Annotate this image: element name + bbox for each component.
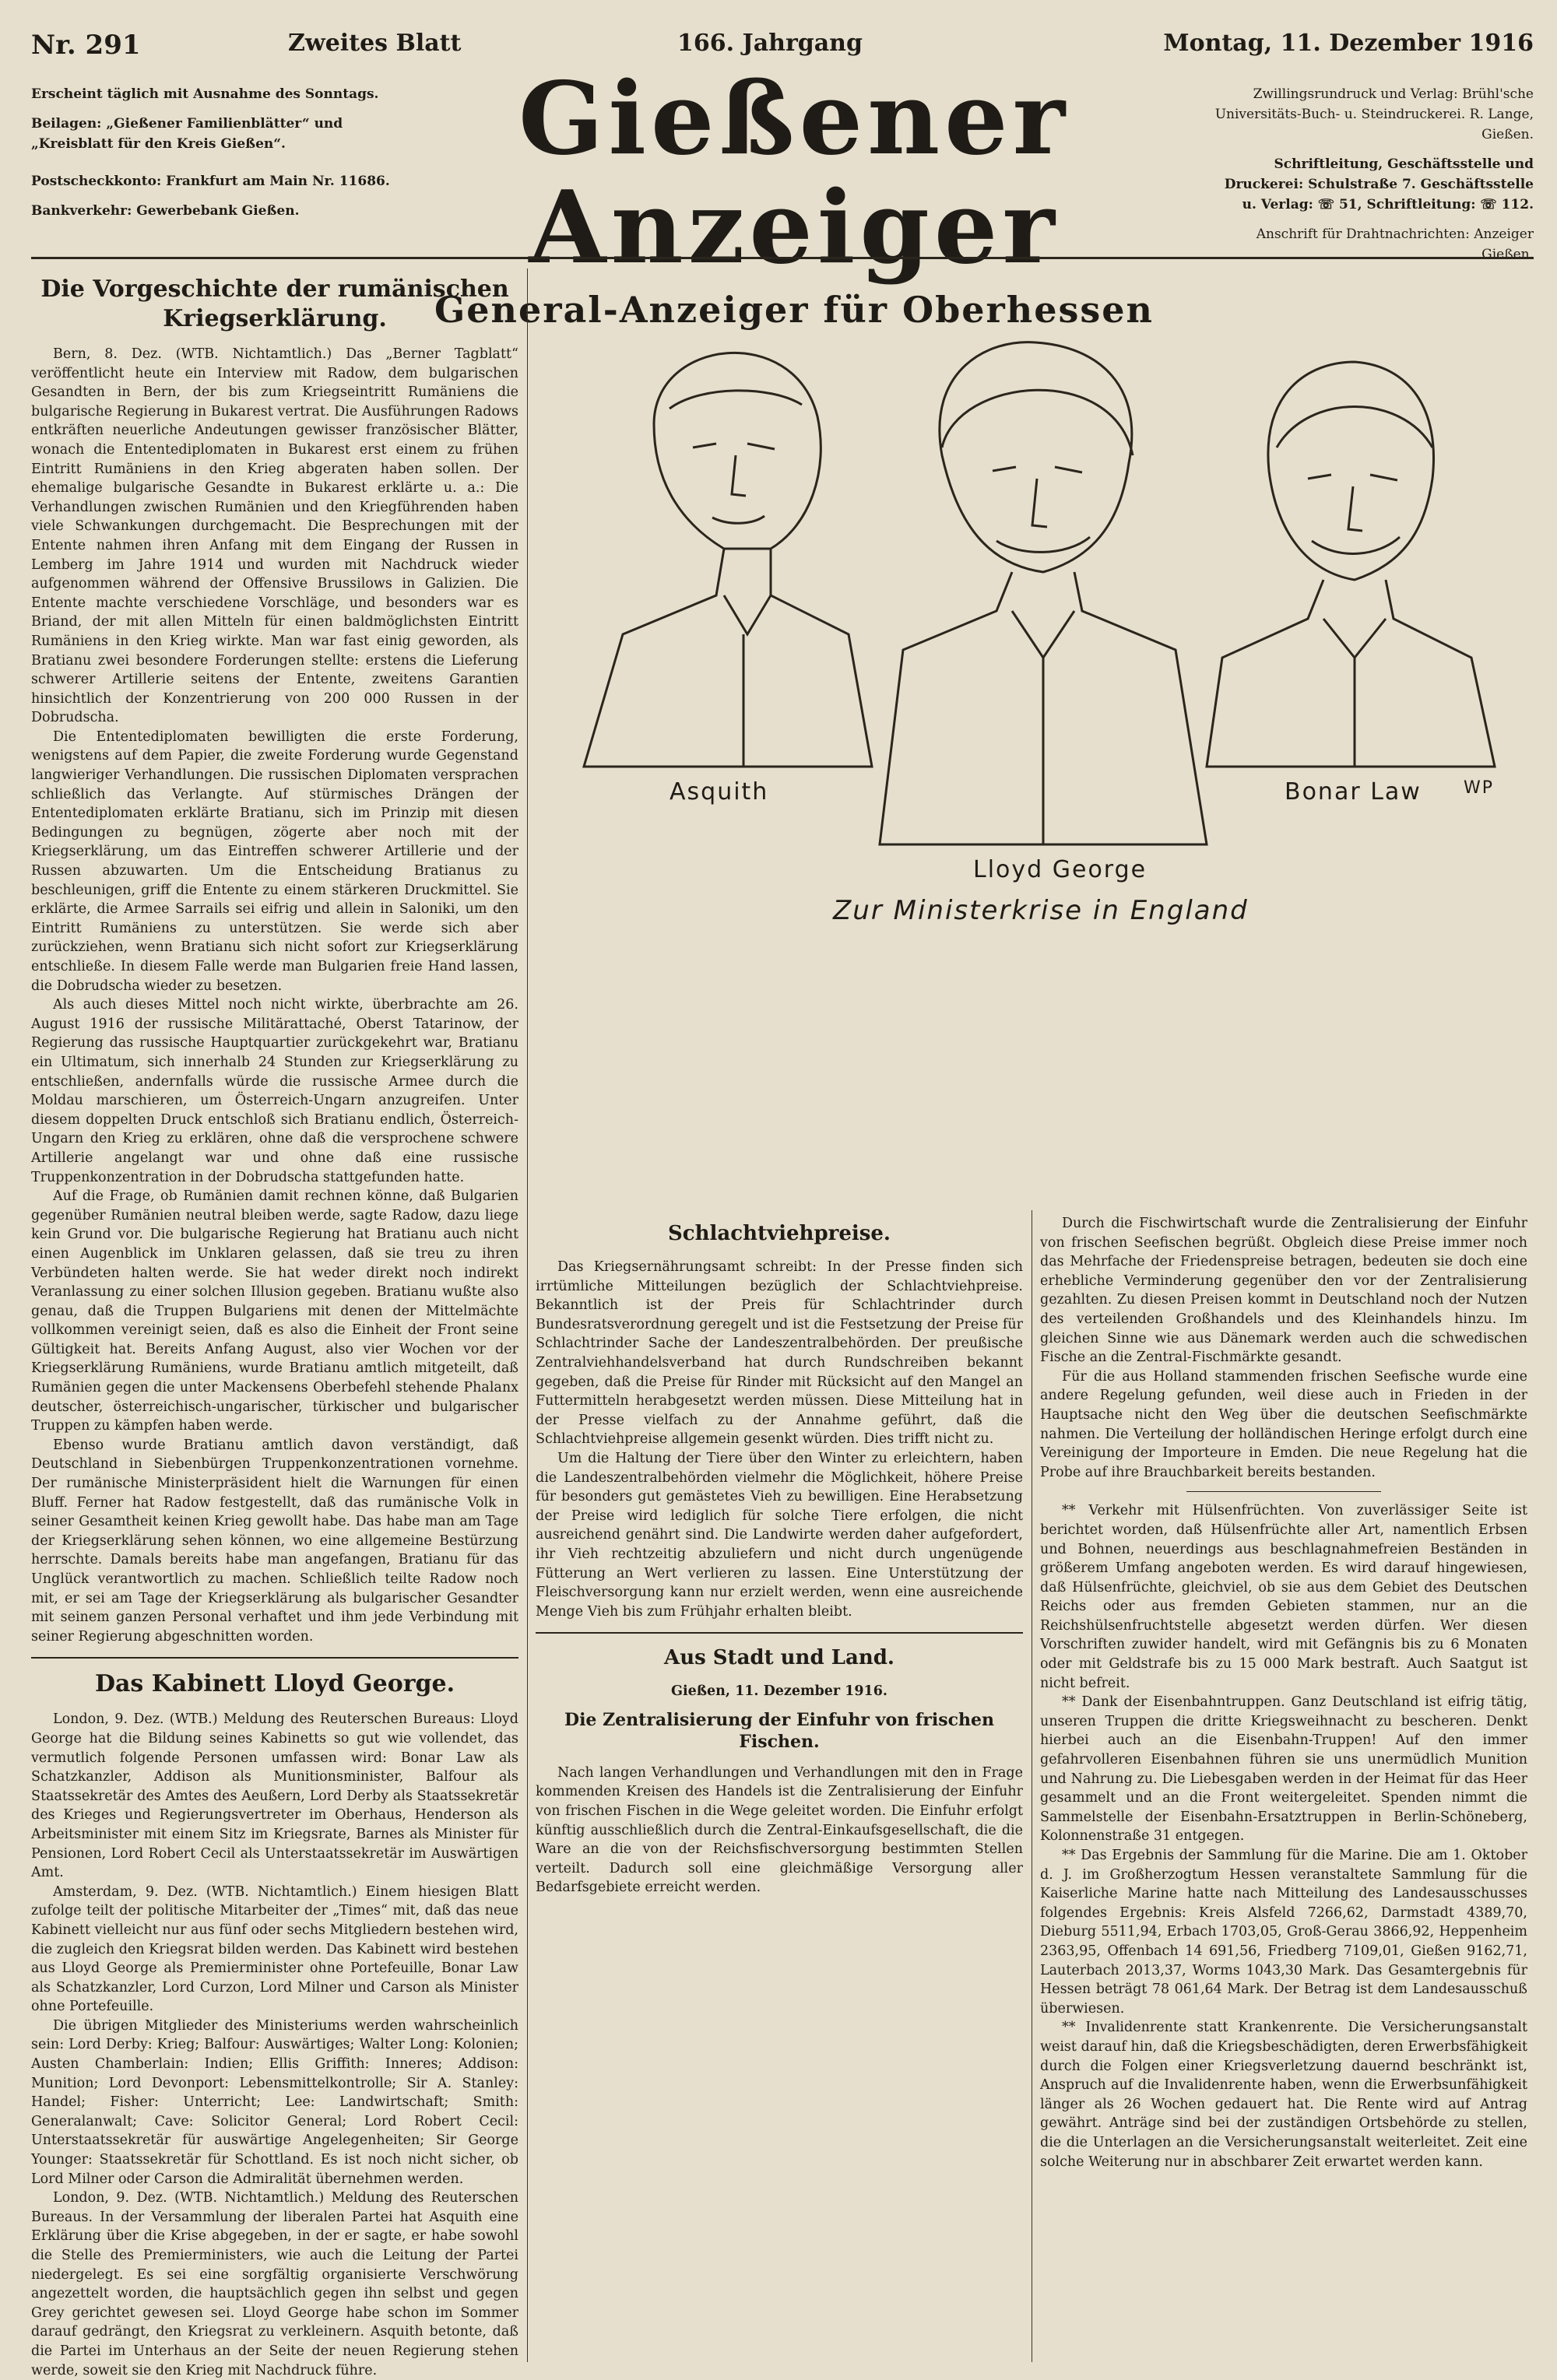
article-headline: Das Kabinett Lloyd George. (94, 1670, 455, 1698)
office-info: Schriftleitung, Geschäftsstelle und Druckerei: Schulstraße 7. Geschäftsstelle u. Verlag: ☏ 51, Schriftleitung: ☏ 112. (1224, 156, 1534, 212)
section-headline: Aus Stadt und Land. (664, 1646, 894, 1670)
article-headline: Die Zentralisierung der Einfuhr von frischen Fischen. (564, 1709, 994, 1752)
article-paragraph: Bern, 8. Dez. (WTB. Nichtamtlich.) Das „Berner Tagblatt“ veröffentlicht heute ein Interview mit Radow, dem bulgarischen Gesandten in Bern, der bis zum Kriegseintritt Rumäniens die bulgarische Regierung in Bukarest vertrat. Die Ausführungen Radows entkräften neuerliche Andeutungen gewisser französischer Blätter, wonach die Ententediplomaten in Bukarest erst einem zu frühen Eintritt Rumäniens in den Krieg abgeraten haben sollen. Der ehemalige bulgarische Gesandte in Bukarest erklärte u. a.: Die Verhandlungen zwischen Rumänien und den Kriegführenden haben viele Schwankungen durchgemacht. Die Besprechungen mit der Entente nahmen ihren Anfang mit dem Eingang der Russen in Lemberg im Jahre 1914 und wurden mit Nachdruck wieder aufgenommen während der Offensive Brussilows in Galizien. Die Entente machte verschiedene Vorschläge, und besonders war es Briand, der mit allen Mitteln für einen baldmöglichsten Eintritt Rumäniens in den Krieg wirkte. Man war fast einig geworden, als Bratianu zwei besondere Forderungen stellte: erstens die Lieferung schwerer Artillerie seitens der Entente, zweitens Garantien hinsichtlich der Konzentrierung von 200 000 Russen in der Dobrudscha. (31, 346, 518, 726)
article-headline: Die Vorgeschichte der rumänischen Kriegserklärung. (40, 276, 509, 332)
illustration-caption: Zur Ministerkrise in England (833, 895, 1249, 926)
article-paragraph: Als auch dieses Mittel noch nicht wirkte, überbrachte am 26. August 1916 der russische Militärattaché, Oberst Tatarinow, der Regierung das russische Hauptquartier zurückgekehrt war, Bratianu ein Ultimatum, sich innerhalb 24 Stunden zur Kriegserklärung zu entschließen, andernfalls würde die russische Armee durch die Moldau marschieren, um Österreich-Ungarn anzugreifen. Unter diesem doppelten Druck entschloß sich Bratianu endlich, Österreich-Ungarn den Krieg zu erklären, ohne daß die versprochene schwere Artillerie angelangt war und ohne daß eine russische Truppenkonzentration in der Dobrudscha stattgefunden hatte. (31, 997, 518, 1185)
masthead-left-info (31, 84, 405, 230)
column-2 (536, 1214, 1023, 1897)
printer-info: Zwillingsrundruck und Verlag: Brühl'sche Universitäts-Buch- u. Steindruckerei. R. Lange, Gießen. (1214, 86, 1534, 142)
telegraph-address: Anschrift für Drahtnachrichten: Anzeiger Gießen. (1256, 226, 1534, 262)
supplements-note: Beilagen: „Gießener Familienblätter“ und „Kreisblatt für den Kreis Gießen“. (31, 116, 343, 152)
article-paragraph: Nach langen Verhandlungen und Verhandlungen mit den in Frage kommenden Kreisen des Handels ist die Zentralisierung der Einfuhr von frischen Fischen in die Wege geleitet worden. Die Einfuhr erfolgt künftig ausschließlich durch die Zentral-Einkaufsgesellschaft, die die Ware an die von der Reichsfischversorgung bestimmten Stellen verteilt. Dadurch soll eine gleichmäßige Versorgung aller Bedarfsgebiete erreicht werden. (536, 1764, 1023, 1896)
article-paragraph: Amsterdam, 9. Dez. (WTB. Nichtamtlich.) Einem hiesigen Blatt zufolge teilt der politische Mitarbeiter der „Times“ mit, daß das neue Kabinett vielleicht nur aus fünf oder sechs Mitgliedern bestehen wird, die zugleich den Kriegsrat bilden werden. Das Kabinett wird bestehen aus Lloyd George als Premierminister ohne Portefeuille, Bonar Law als Schatzkanzler, Lord Curzon, Lord Milner und Carson als Minister ohne Portefeuille. (31, 1883, 518, 2015)
portrait-name-bonar-law: Bonar Law (1285, 778, 1422, 806)
portrait-bonar-law (1207, 362, 1495, 767)
issue-number: Nr. 291 (31, 30, 141, 61)
newspaper-subtitle: General-Anzeiger für Oberhessen (434, 289, 1154, 331)
article-paragraph: Die übrigen Mitglieder des Ministeriums werden wahrscheinlich sein: Lord Derby: Krieg; Balfour: Auswärtiges; Walter Long: Kolonien; Austen Chamberlain: Indien; Ellis Griffith: Inneres; Addison: Munition; Lord Devonport: Lebensmittelkontrolle; Sir A. Stanley: Handel; Fisher: Unterricht; Lee: Landwirtschaft; Smith: Generalanwalt; Cave: Solicitor General; Lord Robert Cecil: Unterstaatssekretär für auswärtige Angelegenheiten; Sir George Younger: Staatssekretär für Schottland. Es ist noch nicht sicher, ob Lord Milner oder Carson die Admiralität übernehmen werden. (31, 2017, 518, 2187)
article-paragraph: Die Ententediplomaten bewilligten die erste Forderung, wenigstens auf dem Papier, die zweite Forderung wurde Gegenstand langwieriger Verhandlungen. Die russischen Diplomaten versprachen schließlich das Verlangte. Auf stürmisches Drängen der Ententediplomaten erklärte Bratianu, sich im Prinzip mit diesen Bedingungen zu begnügen, zögerte aber noch mit der Kriegserklärung, um das Eintreffen schwerer Artillerie und der Russen abzuwarten. Um die Entscheidung Bratianus zu beschleunigen, griff die Entente zu einem stärkeren Druckmittel. Sie erklärte, die Armee Sarrails sei eifrig und allein in Saloniki, um den Eintritt Rumäniens zu unterstützen. Sie werde sich aber zurückziehen, wenn Bratianu sich nicht sofort zur Kriegserklärung entschließe. In diesem Falle werde man Bulgarien freie Hand lassen, die Dobrudscha wieder zu besetzen. (31, 728, 518, 994)
article-paragraph: Durch die Fischwirtschaft wurde die Zentralisierung der Einfuhr von frischen Seefischen begrüßt. Obgleich diese Preise immer noch das Mehrfache der Friedenspreise betragen, bedeuten sie doch eine erhebliche Verminderung gegenüber den vor der Zentralisierung gezahlten. Zu diesen Preisen kommt in Deutschland noch der Nutzen des verteilenden Großhandels und des Kleinhandels hinzu. Im gleichen Sinne wie aus Dänemark werden auch die schwedischen Fische an die Zentral-Fischmärkte gesandt. (1040, 1216, 1527, 1366)
article-separator (1186, 1491, 1381, 1492)
article-paragraph: London, 9. Dez. (WTB.) Meldung des Reuterschen Bureaus: Lloyd George hat die Bildung seines Kabinetts so gut wie vollendet, das vermutlich folgende Personen umfassen wird: Bonar Law als Schatzkanzler, Addison als Munitionsminister, Balfour als Staatssekretär des Amtes des Aeußern, Lord Derby als Staatssekretär des Krieges und Regierungsvertreter im Oberhaus, Henderson als Arbeitsminister mit einem Sitz im Kriegsrate, Barnes als Minister für Pensionen, Lord Robert Cecil als Unterstaatssekretär im Auswärtigen Amt. (31, 1711, 518, 1881)
article-separator (31, 1657, 518, 1659)
article-paragraph: London, 9. Dez. (WTB. Nichtamtlich.) Meldung des Reuterschen Bureaus. In der Versammlung der liberalen Partei hat Asquith eine Erklärung über die Krise abgegeben, in der er sagte, er habe sowohl die Stelle des Premierministers, wie auch die Leitung der Partei niedergelegt. Es sei eine sorgfältig organisierte Verschwörung angezettelt worden, die hauptsächlich gegen ihn selbst und gegen Grey gerichtet gewesen sei. Lloyd George habe schon im Sommer darauf gedrängt, den Kriegsrat zu verkleinern. Asquith betonte, daß die Partei im Unterhaus an der Seite der neuen Regierung stehen werde, soweit sie den Krieg mit Nachdruck führe. (31, 2190, 518, 2378)
portrait-name-lloyd-george: Lloyd George (973, 856, 1148, 883)
article-headline: Schlachtviehpreise. (668, 1222, 891, 1245)
article-separator (536, 1632, 1023, 1634)
masthead-rule (31, 257, 1534, 259)
article-paragraph: ** Verkehr mit Hülsenfrüchten. Von zuverlässiger Seite ist berichtet worden, daß Hülsenfrüchte aller Art, namentlich Erbsen und Bohnen, neuerdings aus beschlagnahmefreien Beständen in größerem Umfang angeboten werden. Es wird darauf hingewiesen, daß Hülsenfrüchte, gleichviel, ob sie aus dem Gebiet des Deutschen Reichs oder aus fremden Gebieten stammen, nur an die Reichshülsenfruchtstelle abgesetzt werden dürfen. Wer diesen Vorschriften zuwider handelt, wird mit Gefängnis bis zu 6 Monaten oder mit Geldstrafe bis zu 15 000 Mark bestraft. Auch Saatgut ist nicht befreit. (1040, 1503, 1527, 1691)
issue-date: Montag, 11. Dezember 1916 (1163, 30, 1534, 57)
portrait-illustration (537, 269, 1526, 1195)
masthead-right-info (1207, 84, 1534, 274)
portrait-asquith (584, 353, 872, 767)
article-paragraph: ** Invalidenrente statt Krankenrente. Die Versicherungsanstalt weist darauf hin, daß die Kriegsbeschädigten, deren Erwerbsfähigkeit durch die Folgen einer Kriegsverletzung dauernd beschränkt ist, Anspruch auf die Invalidenrente haben, wenn die Erwerbsunfähigkeit länger als 26 Wochen gedauert hat. Die Rente wird auf Antrag gewährt. Anträge sind bei der zuständigen Ortsbehörde zu stellen, die die Unterlagen an die Versicherungsanstalt weiterleitet. Zeit eine solche Weiterung nur in abschbarer Zeit erwartet werden kann. (1040, 2020, 1527, 2170)
article-paragraph: Das Kriegsernährungsamt schreibt: In der Presse finden sich irrtümliche Mitteilungen bezüglich der Schlachtviehpreise. Bekanntlich ist der Preis für Schlachtrinder durch Bundesratsverordnung geregelt und ist die Festsetzung der Preise für Schlachtrinder Sache der Landeszentralbehörden. Der preußische Zentralviehhandelsverband hat durch Rundschreiben bekannt gegeben, daß die Preise für Rinder mit Rücksicht auf den Mangel an Futtermitteln herabgesetzt werden müssen. Diese Mitteilung hat in der Presse vielfach zu der Annahme geführt, daß die Schlachtviehpreise allgemein gesenkt würden. Dies trifft nicht zu. (536, 1259, 1023, 1448)
artist-signature: WP (1464, 778, 1495, 798)
postal-account: Postscheckkonto: Frankfurt am Main Nr. 11686. (31, 174, 390, 189)
article-paragraph: Ebenso wurde Bratianu amtlich davon verständigt, daß Deutschland in Siebenbürgen Truppenkonzentrationen vornehme. Der rumänische Ministerpräsident hielt die Warnungen für einen Bluff. Ferner hat Radow festgestellt, daß das rumänische Volk in seiner Gesamtheit keinen Krieg gewollt habe. Das habe man am Tage der Kriegserklärung sehen können, wo eine allgemeine Bestürzung herrschte. Damals bereits habe man angefangen, Bratianu für das Unglück verantwortlich zu machen. Schließlich teilte Radow noch mit, er sei am Tage der Kriegserklärung als bulgarischer Gesandter mit seinem ganzen Personal verhaftet und ihm jede Verbindung mit seiner Regierung abgeschnitten worden. (31, 1437, 518, 1645)
volume-label: 166. Jahrgang (677, 30, 863, 57)
article-paragraph: ** Das Ergebnis der Sammlung für die Marine. Die am 1. Oktober d. J. im Großherzogtum Hessen veranstaltete Sammlung für die Kaiserliche Marine hatte nach Mitteilung des Landesausschusses folgendes Ergebnis: Kreis Alsfeld 7266,62, Darmstadt 4389,70, Dieburg 5511,94, Erbach 1703,05, Groß-Gerau 3866,92, Heppenheim 2363,95, Offenbach 14 691,56, Friedberg 7109,01, Gießen 9162,71, Lauterbach 2013,37, Worms 1043,30 Mark. Das Gesamtergebnis für Hessen beträgt 78 061,64 Mark. Der Betrag ist dem Landesausschuß überwiesen. (1040, 1848, 1527, 2017)
portrait-drawing (537, 269, 1526, 1195)
article-paragraph: Um die Haltung der Tiere über den Winter zu erleichtern, haben die Landeszentralbehörden vielmehr die Möglichkeit, höhere Preise für besonders gut gemästetes Vieh zu bewilligen. Eine Herabsetzung der Preise wird lediglich für solche Tiere erfolgen, die nicht ausreichend genährt sind. Die Landwirte werden daher aufgefordert, ihr Vieh rechtzeitig abzuliefern und nicht durch ungenügende Fütterung an Wert verlieren zu lassen. Eine Unterstützung der Fleischversorgung kann nur erzielt werden, wenn eine ausreichende Menge Vieh bis zum Frühjahr erhalten bleibt. (536, 1450, 1023, 1620)
bank-note: Bankverkehr: Gewerbebank Gießen. (31, 203, 300, 219)
newspaper-title: Gießener Anzeiger (518, 61, 1070, 286)
portrait-lloyd-george (880, 342, 1207, 844)
portrait-name-asquith: Asquith (670, 778, 769, 806)
section-label: Zweites Blatt (288, 30, 462, 57)
publication-frequency: Erscheint täglich mit Ausnahme des Sonntags. (31, 86, 379, 102)
column-3 (1040, 1214, 1527, 2171)
section-dateline: Gießen, 11. Dezember 1916. (671, 1683, 887, 1700)
column-divider (527, 269, 528, 2362)
article-paragraph: ** Dank der Eisenbahntruppen. Ganz Deutschland ist eifrig tätig, unseren Truppen die dritte Kriegsweihnacht zu bescheren. Denkt hierbei auch an die Eisenbahn-Truppen! Auf den immer gefahrvolleren Eisenbahnen führen sie uns unermüdlich Munition und Nahrung zu. Die Liebesgaben werden in der Heimat für das Heer gesammelt und an die Front weitergeleitet. Spenden nimmt die Sammelstelle der Eisenbahn-Ersatztruppen in Berlin-Schöneberg, Kolonnenstraße 31 entgegen. (1040, 1694, 1527, 1845)
column-1 (31, 269, 518, 2380)
article-paragraph: Für die aus Holland stammenden frischen Seefische wurde eine andere Regelung gefunden, weil diese auch in Frieden in der Hauptsache nicht den Weg über die deutschen Seefischmärkte nahmen. Die Verteilung der holländischen Heringe erfolgt durch eine Vereinigung der Importeure in Emden. Die neue Regelung hat die Probe auf ihre Brauchbarkeit bereits bestanden. (1040, 1368, 1527, 1480)
article-paragraph: Auf die Frage, ob Rumänien damit rechnen könne, daß Bulgarien gegenüber Rumänien neutral bleiben werde, sagte Radow, dazu liege kein Grund vor. Die bulgarische Regierung hat Bratianu auch nicht einen Augenblick im Unklaren gelassen, daß sie treu zu ihren Verbündeten halten werde. Sie hat weder direkt noch indirekt Veranlassung zu einer solchen Illusion gegeben. Bratianu wußte also genau, daß die Truppen Bulgariens mit denen der Mittelmächte vollkommen vereinigt seien, daß es also die Einheit der Front seine Gültigkeit hat. Bereits Anfang August, also vier Wochen vor der Kriegserklärung Rumäniens, wurde Bratianu amtlich mitgeteilt, daß Rumänien gegen die unter Mackensens Oberbefehl stehende Phalanx deutscher, österreichisch-ungarischer, türkischer und bulgarischer Truppen zu kämpfen haben werde. (31, 1188, 518, 1434)
